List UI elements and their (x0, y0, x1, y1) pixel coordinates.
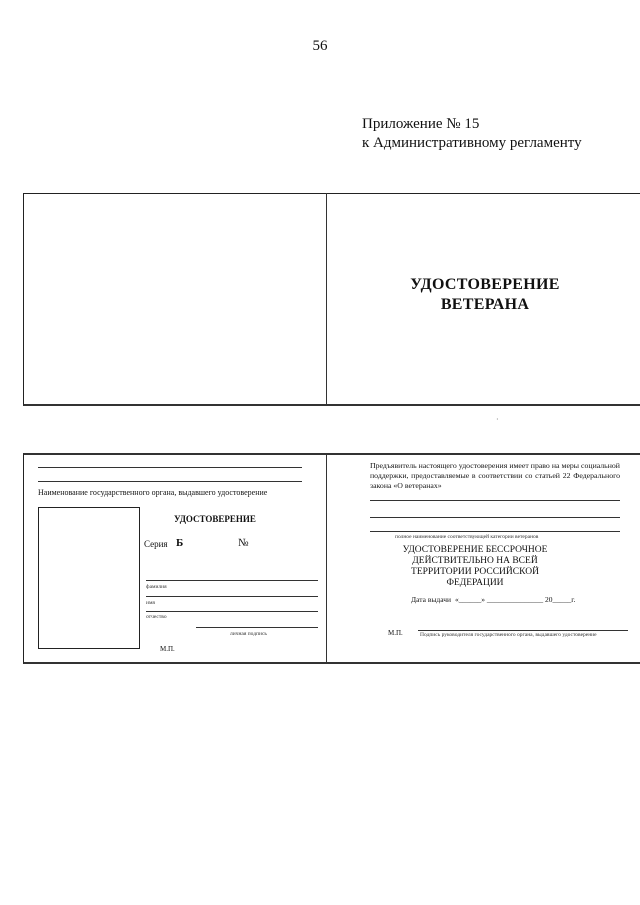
inner-title: УДОСТОВЕРЕНИЕ (174, 514, 256, 524)
inner-fold-line (326, 453, 327, 662)
issuing-body-label: Наименование государственного органа, выдавшего удостоверение (38, 488, 268, 497)
validity-statement (400, 545, 550, 589)
appendix-line-1: Приложение № 15 (362, 116, 480, 132)
appendix-line-2: к Административному регламенту (362, 135, 582, 151)
issue-date-label: Дата выдачи (411, 595, 452, 604)
cover-title (330, 275, 640, 315)
patronymic-line (146, 611, 318, 612)
surname-line (146, 580, 318, 581)
photo-box (38, 507, 140, 649)
category-label: полное наименование соответствующей категории ветеранов (395, 534, 539, 540)
cover-fold-line (326, 193, 327, 404)
rights-text: Предъявитель настоящего удостоверения имеет право на меры социальной поддержки, предоставляемые в соответствии со статьей 22 Федерального закона «О ветеранах» (370, 461, 620, 490)
validity-line-3: ТЕРРИТОРИИ РОССИЙСКОЙ (411, 567, 539, 577)
validity-line-4: ФЕДЕРАЦИИ (446, 578, 504, 588)
series-label: Серия (144, 539, 168, 549)
issuing-body-line (38, 481, 302, 482)
appendix-heading (362, 115, 582, 153)
cover-title-line-2: ВЕТЕРАНА (440, 296, 530, 313)
category-line (370, 500, 620, 501)
patronymic-label: отчество (146, 614, 167, 620)
validity-line-1: УДОСТОВЕРЕНИЕ БЕССРОЧНОЕ (402, 545, 548, 555)
category-line (370, 531, 620, 532)
head-signature-line (418, 630, 628, 631)
cover-title-line-1: УДОСТОВЕРЕНИЕ (410, 276, 560, 293)
head-signature-label: Подпись руководителя государственного органа, выдавшего удостоверение (420, 632, 597, 638)
signature-label: личная подпись (230, 631, 267, 637)
seal-label-right: М.П. (388, 629, 403, 637)
issuing-body-line (38, 467, 302, 468)
validity-line-2: ДЕЙСТВИТЕЛЬНО НА ВСЕЙ (412, 556, 538, 566)
signature-line (196, 627, 318, 628)
category-line (370, 517, 620, 518)
name-label: имя (146, 600, 155, 606)
surname-label: фамилия (146, 584, 167, 590)
page-number: 56 (312, 38, 328, 54)
name-line (146, 596, 318, 597)
issue-date-template: «______» _______________ 20_____г. (455, 595, 576, 604)
scan-dot: · (496, 415, 499, 424)
number-sign: № (238, 537, 249, 549)
series-value: Б (176, 537, 184, 549)
seal-label-left: М.П. (160, 645, 175, 653)
